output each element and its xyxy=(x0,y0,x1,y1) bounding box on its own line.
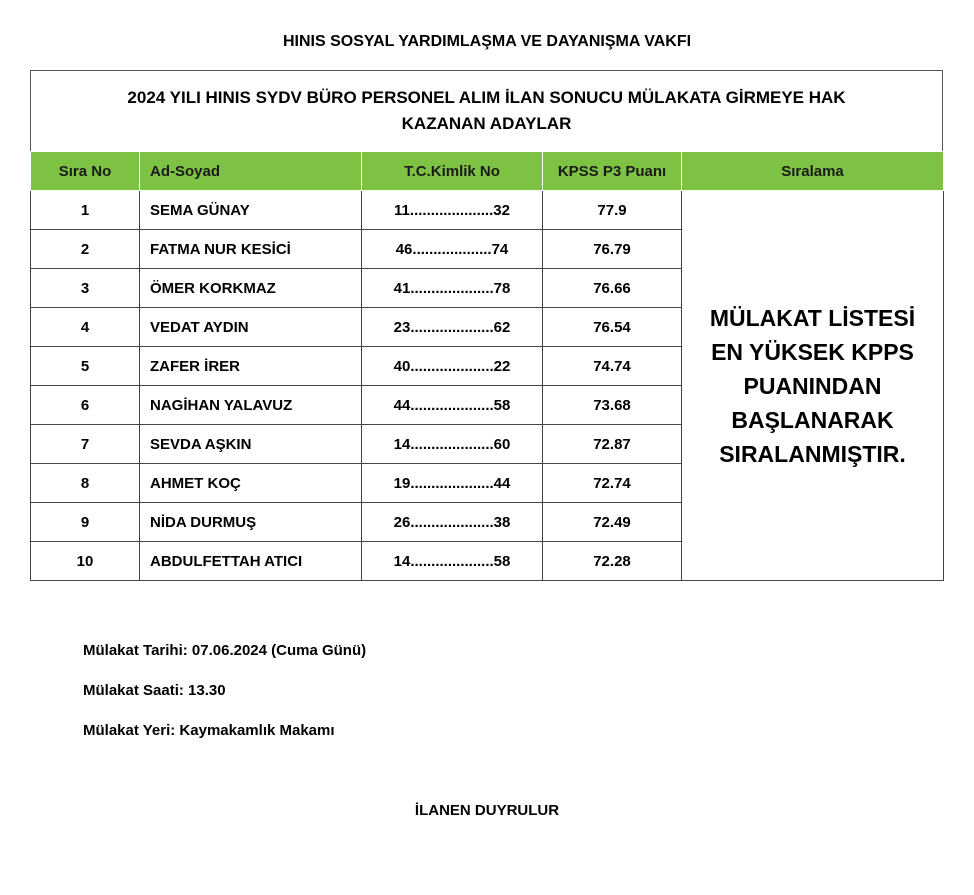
candidate-tc: 26....................38 xyxy=(362,503,543,542)
candidate-name: AHMET KOÇ xyxy=(140,464,362,503)
candidate-score: 74.74 xyxy=(543,347,682,386)
candidate-score: 76.54 xyxy=(543,308,682,347)
candidate-name: ZAFER İRER xyxy=(140,347,362,386)
candidate-tc: 41....................78 xyxy=(362,269,543,308)
candidate-score: 72.49 xyxy=(543,503,682,542)
candidate-tc: 46...................74 xyxy=(362,230,543,269)
candidate-tc: 19....................44 xyxy=(362,464,543,503)
ranking-note: MÜLAKAT LİSTESİ EN YÜKSEK KPPS PUANINDAN BAŞLANARAK SIRALANMIŞTIR. xyxy=(682,191,944,581)
row-number: 10 xyxy=(31,542,140,581)
row-number: 6 xyxy=(31,386,140,425)
candidate-score: 72.87 xyxy=(543,425,682,464)
announcement-footer: İLANEN DUYRULUR xyxy=(414,802,560,819)
candidate-name: SEMA GÜNAY xyxy=(140,191,362,230)
row-number: 7 xyxy=(31,425,140,464)
candidate-score: 72.28 xyxy=(543,542,682,581)
table-title: 2024 YILI HINIS SYDV BÜRO PERSONEL ALIM İLAN SONUCU MÜLAKATA GİRMEYE HAK KAZANAN ADAYLAR xyxy=(30,70,943,151)
candidate-name: SEVDA AŞKIN xyxy=(140,425,362,464)
row-number: 1 xyxy=(31,191,140,230)
candidate-name: ÖMER KORKMAZ xyxy=(140,269,362,308)
results-table-container xyxy=(30,70,943,581)
candidate-name: FATMA NUR KESİCİ xyxy=(140,230,362,269)
candidate-name: VEDAT AYDIN xyxy=(140,308,362,347)
row-number: 8 xyxy=(31,464,140,503)
candidate-score: 76.66 xyxy=(543,269,682,308)
candidate-name: NAGİHAN YALAVUZ xyxy=(140,386,362,425)
interview-time: Mülakat Saati: 13.30 xyxy=(83,682,226,699)
row-number: 4 xyxy=(31,308,140,347)
organization-title: HINIS SOSYAL YARDIMLAŞMA VE DAYANIŞMA VAKFI xyxy=(282,33,692,50)
candidate-score: 76.79 xyxy=(543,230,682,269)
column-header-order: Sıra No xyxy=(31,152,140,191)
candidate-tc: 14....................58 xyxy=(362,542,543,581)
results-table xyxy=(30,151,944,581)
table-header-row xyxy=(31,152,944,191)
row-number: 5 xyxy=(31,347,140,386)
row-number: 2 xyxy=(31,230,140,269)
row-number: 9 xyxy=(31,503,140,542)
candidate-tc: 14....................60 xyxy=(362,425,543,464)
candidate-score: 77.9 xyxy=(543,191,682,230)
column-header-tc: T.C.Kimlik No xyxy=(362,152,543,191)
interview-place: Mülakat Yeri: Kaymakamlık Makamı xyxy=(83,722,335,739)
column-header-ranking: Sıralama xyxy=(682,152,944,191)
candidate-tc: 11....................32 xyxy=(362,191,543,230)
candidate-tc: 23....................62 xyxy=(362,308,543,347)
candidate-tc: 40....................22 xyxy=(362,347,543,386)
candidate-tc: 44....................58 xyxy=(362,386,543,425)
interview-date: Mülakat Tarihi: 07.06.2024 (Cuma Günü) xyxy=(83,642,367,659)
column-header-name: Ad-Soyad xyxy=(140,152,362,191)
candidate-name: ABDULFETTAH ATICI xyxy=(140,542,362,581)
row-number: 3 xyxy=(31,269,140,308)
candidate-score: 73.68 xyxy=(543,386,682,425)
column-header-score: KPSS P3 Puanı xyxy=(543,152,682,191)
table-row xyxy=(31,191,944,230)
candidate-name: NİDA DURMUŞ xyxy=(140,503,362,542)
candidate-score: 72.74 xyxy=(543,464,682,503)
